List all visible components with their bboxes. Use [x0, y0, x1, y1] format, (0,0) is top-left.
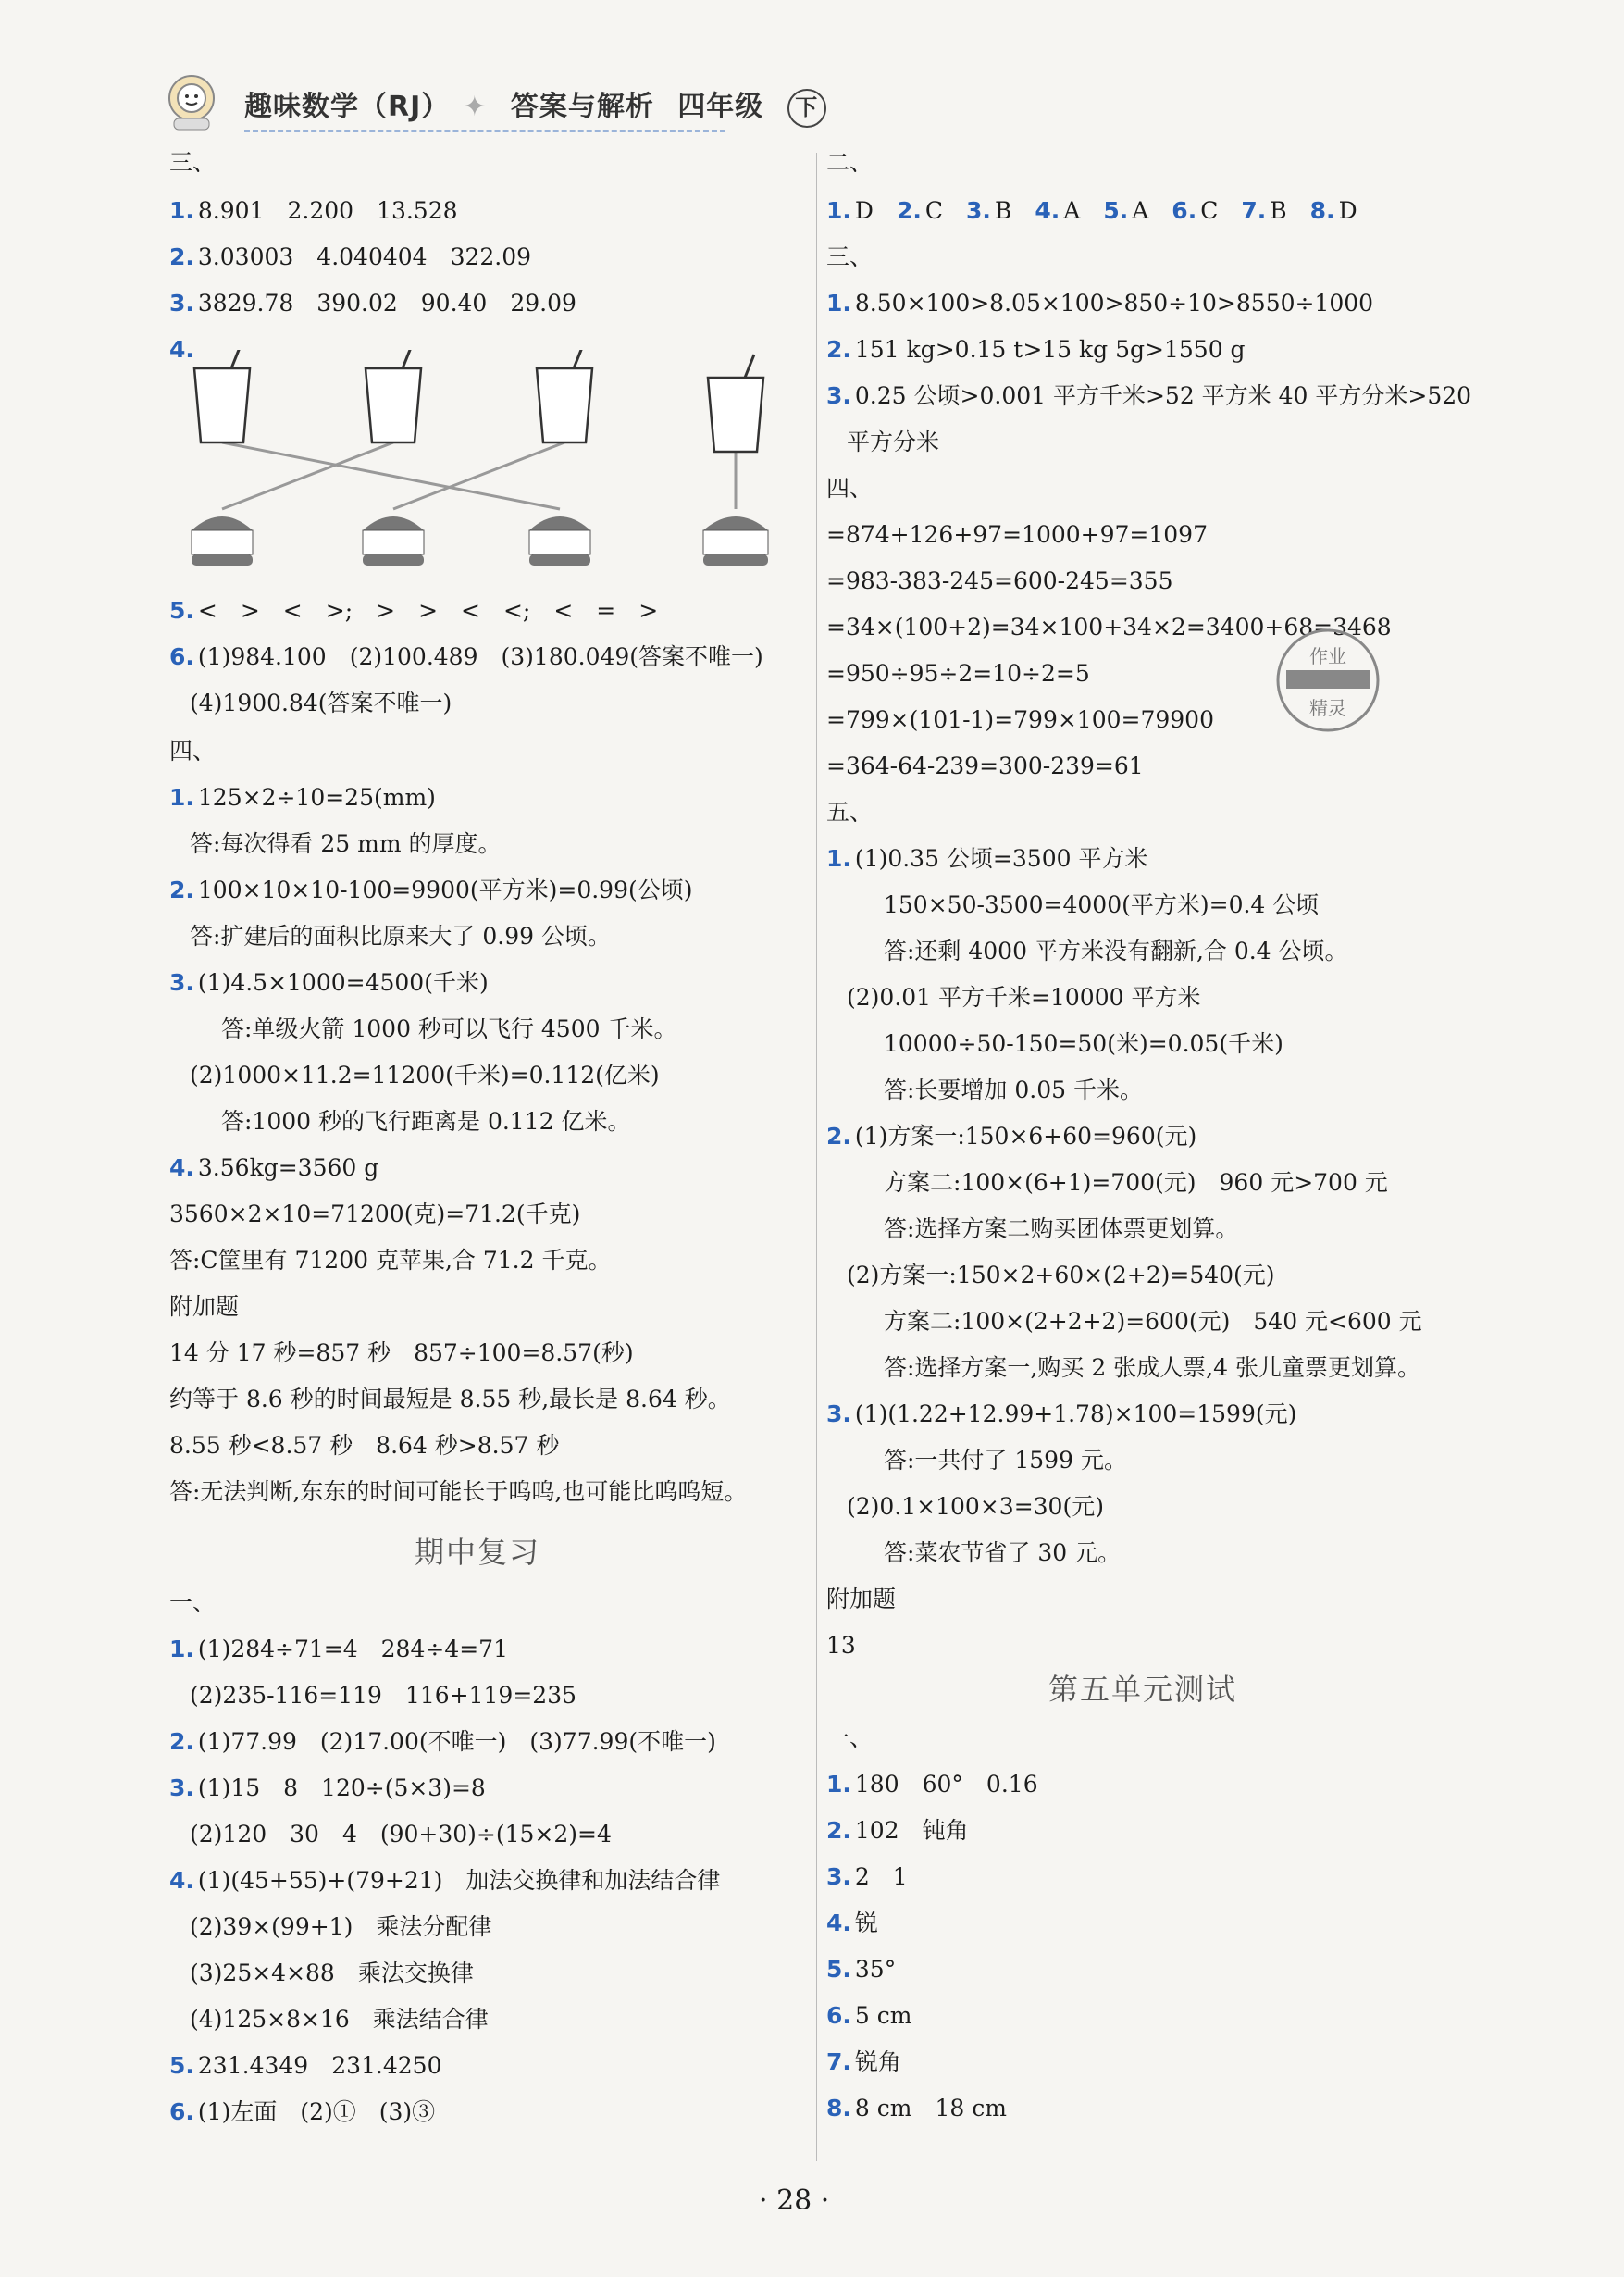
- answer-line: 13: [826, 1632, 856, 1659]
- connection-lines: [222, 442, 736, 509]
- answer-line: (2)235-116=119 116+119=235: [190, 1682, 577, 1709]
- answer-line: 答:1000 秒的飞行距离是 0.112 亿米。: [221, 1108, 631, 1135]
- midterm-review-title: 期中复习: [415, 1535, 541, 1570]
- stamp-bottom-text: 精灵: [1309, 697, 1346, 719]
- section-heading: 五、: [826, 799, 874, 826]
- astronaut-mascot-icon: [159, 70, 224, 131]
- stamp-top-text: 作业: [1309, 645, 1346, 667]
- answer-line: 14 分 17 秒=857 秒 857÷100=8.57(秒): [169, 1339, 634, 1366]
- multiple-choice-answers: 1. D 2. C 3. B 4. A 5. A 6. C 7. B 8. D: [826, 197, 1357, 224]
- cup-icon: [194, 350, 250, 442]
- answer-line: 1. (1)0.35 公顷=3500 平方米: [826, 845, 1148, 872]
- answer-line: 5. < > < >; > > < <; < = >: [169, 597, 659, 624]
- answer-line: 答:扩建后的面积比原来大了 0.99 公顷。: [190, 923, 611, 950]
- volume-badge: 下: [787, 89, 826, 128]
- answer-line: 4. 3.56kg=3560 g: [169, 1154, 379, 1181]
- calc-line: =950÷95÷2=10÷2=5: [826, 660, 1090, 687]
- answer-line: 约等于 8.6 秒的时间最短是 8.55 秒,最长是 8.64 秒。: [169, 1386, 731, 1412]
- cup-icon: [537, 350, 592, 442]
- answer-line: 3560×2×10=71200(克)=71.2(千克): [169, 1201, 581, 1227]
- answer-line: 150×50-3500=4000(平方米)=0.4 公顷: [884, 891, 1320, 918]
- section-heading: 一、: [826, 1724, 874, 1751]
- answer-line: 1. 8.50×100>8.05×100>850÷10>8550÷1000: [826, 290, 1374, 317]
- answer-line: 2. 3.03003 4.040404 322.09: [169, 243, 532, 270]
- answer-line: 方案二:100×(6+1)=700(元) 960 元>700 元: [884, 1169, 1388, 1196]
- answer-line: 方案二:100×(2+2+2)=600(元) 540 元<600 元: [884, 1308, 1422, 1335]
- calc-line: =799×(101-1)=799×100=79900: [826, 706, 1214, 733]
- answer-line: 答:长要增加 0.05 千米。: [884, 1076, 1143, 1103]
- answer-line: 2. 151 kg>0.15 t>15 kg 5g>1550 g: [826, 336, 1246, 363]
- answer-line: 8. 8 cm 18 cm: [826, 2095, 1007, 2121]
- section-heading: 二、: [826, 149, 874, 176]
- answer-line: (2)0.01 平方千米=10000 平方米: [847, 984, 1201, 1011]
- answer-line: 6. 5 cm: [826, 2002, 912, 2029]
- calc-line: =874+126+97=1000+97=1097: [826, 521, 1208, 548]
- section-heading: 四、: [826, 475, 874, 502]
- answer-line: 答:选择方案二购买团体票更划算。: [884, 1215, 1239, 1242]
- column-divider: [816, 153, 817, 2161]
- calc-line: =34×(100+2)=34×100+34×2=3400+68=3468: [826, 614, 1392, 641]
- homework-stamp-logo: [1273, 626, 1382, 735]
- answer-line: 6. (1)984.100 (2)100.489 (3)180.049(答案不唯一): [169, 643, 763, 670]
- answer-line: 2. 102 钝角: [826, 1817, 969, 1844]
- answer-line: 7. 锐角: [826, 2048, 901, 2075]
- page-header: [159, 65, 819, 139]
- answer-line: 5. 231.4349 231.4250: [169, 2052, 442, 2079]
- answer-line: (3)25×4×88 乘法交换律: [190, 1960, 474, 1986]
- answer-line: 2. 100×10×10-100=9900(平方米)=0.99(公顷): [169, 877, 693, 903]
- page-number: · 28 ·: [759, 2184, 830, 2217]
- bonus-heading: 附加题: [826, 1586, 897, 1612]
- answer-line: 3. (1)15 8 120÷(5×3)=8: [169, 1774, 486, 1801]
- book-title: 趣味数学（RJ）: [244, 91, 451, 123]
- answer-line: 平方分米: [847, 429, 940, 455]
- answer-line: 4. (1)(45+55)+(79+21) 加法交换律和加法结合律: [169, 1867, 721, 1894]
- answer-line: 5. 35°: [826, 1956, 897, 1983]
- answer-line: 1. 180 60° 0.16: [826, 1771, 1038, 1798]
- answer-line: 3. 3829.78 390.02 90.40 29.09: [169, 290, 576, 317]
- unit5-test-title: 第五单元测试: [1048, 1672, 1238, 1707]
- answer-line: (4)1900.84(答案不唯一): [190, 690, 452, 716]
- answer-line: 答:菜农节省了 30 元。: [884, 1539, 1122, 1566]
- header-dashed-line: [244, 130, 725, 132]
- answer-line: 2. (1)方案一:150×6+60=960(元): [826, 1123, 1197, 1150]
- cup-icon: [366, 350, 421, 442]
- cup-burger-matching-figure: [190, 350, 782, 581]
- answer-line: (2)方案一:150×2+60×(2+2)=540(元): [847, 1262, 1275, 1288]
- answer-line: 4. 锐: [826, 1910, 878, 1936]
- answer-line: 答:一共付了 1599 元。: [884, 1447, 1127, 1474]
- calc-line: =364-64-239=300-239=61: [826, 753, 1144, 779]
- answer-line: (2)120 30 4 (90+30)÷(15×2)=4: [190, 1821, 612, 1848]
- answer-line: 1. 125×2÷10=25(mm): [169, 784, 436, 811]
- answer-line: 1. (1)284÷71=4 284÷4=71: [169, 1636, 508, 1662]
- answer-line: 答:单级火箭 1000 秒可以飞行 4500 千米。: [221, 1015, 677, 1042]
- answer-line: (2)0.1×100×3=30(元): [847, 1493, 1104, 1520]
- answer-line: 答:每次得看 25 mm 的厚度。: [190, 830, 502, 857]
- burger-icon: [192, 516, 253, 566]
- answer-line: 2. (1)77.99 (2)17.00(不唯一) (3)77.99(不唯一): [169, 1728, 716, 1755]
- answer-line: 6. (1)左面 (2)① (3)③: [169, 2098, 436, 2125]
- burger-icon: [703, 516, 768, 566]
- answer-line: 答:选择方案一,购买 2 张成人票,4 张儿童票更划算。: [884, 1354, 1420, 1381]
- answer-line: 8.55 秒<8.57 秒 8.64 秒>8.57 秒: [169, 1432, 560, 1459]
- answer-line: 10000÷50-150=50(米)=0.05(千米): [884, 1030, 1283, 1057]
- answer-line: 答:无法判断,东东的时间可能长于呜呜,也可能比呜呜短。: [169, 1478, 748, 1505]
- answer-line: 答:C筐里有 71200 克苹果,合 71.2 千克。: [169, 1247, 612, 1274]
- answer-line: (2)1000×11.2=11200(千米)=0.112(亿米): [190, 1062, 660, 1089]
- section-heading: 三、: [826, 243, 874, 270]
- header-title: [244, 83, 839, 128]
- answer-line: 4.: [169, 336, 194, 363]
- bonus-heading: 附加题: [169, 1293, 240, 1320]
- answer-line: 答:还剩 4000 平方米没有翻新,合 0.4 公顷。: [884, 938, 1348, 964]
- grade-label: 四年级: [677, 91, 764, 123]
- answer-line: 3. (1)(1.22+12.99+1.78)×100=1599(元): [826, 1400, 1297, 1427]
- answer-line: (4)125×8×16 乘法结合律: [190, 2006, 489, 2033]
- burger-icon: [363, 516, 424, 566]
- calc-line: =983-383-245=600-245=355: [826, 567, 1173, 594]
- answer-line: 1. 8.901 2.200 13.528: [169, 197, 458, 224]
- answer-line: 3. (1)4.5×1000=4500(千米): [169, 969, 489, 996]
- section-heading: 四、: [169, 738, 217, 765]
- section-heading: 三、: [169, 149, 217, 176]
- book-subtitle: 答案与解析: [510, 91, 654, 123]
- burger-icon: [529, 516, 590, 566]
- answer-line: (2)39×(99+1) 乘法分配律: [190, 1913, 492, 1940]
- cup-icon: [708, 355, 763, 452]
- section-heading: 一、: [169, 1589, 217, 1616]
- answer-line: 3. 2 1: [826, 1863, 908, 1890]
- star-icon: ✦: [463, 91, 488, 123]
- answer-line: 3. 0.25 公顷>0.001 平方千米>52 平方米 40 平方分米>520: [826, 382, 1472, 409]
